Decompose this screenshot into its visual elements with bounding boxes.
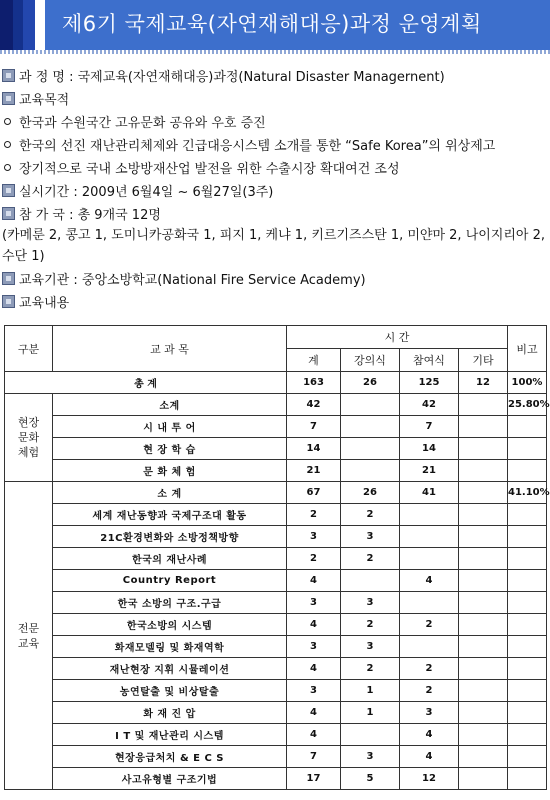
note-cell [508,570,547,592]
group-label: 현장 문화 체험 [5,394,53,482]
note-cell [508,416,547,438]
square-bullet-icon [2,69,15,82]
subject-cell: 한국의 재난사례 [53,548,287,570]
subject-cell: I T 및 재난관리 시스템 [53,724,287,746]
other-cell [459,680,508,702]
objective-item [0,110,550,133]
total-cell: 14 [287,438,341,460]
participation-cell [400,548,459,570]
other-cell [459,416,508,438]
subject-cell: 현장응급처치 & E C S [53,746,287,768]
objective-text: 한국과 수원국간 고유문화 공유와 우호 증진 [19,116,266,131]
other-cell [459,636,508,658]
objectives-label: 교육목적 [19,93,70,108]
note-cell [508,460,547,482]
subject-cell: 소계 [53,394,287,416]
objectives-heading [0,87,550,110]
course-info [0,64,550,313]
subject-cell: 화 재 진 압 [53,702,287,724]
total-cell: 4 [287,702,341,724]
lecture-cell [341,724,400,746]
lecture-cell [341,570,400,592]
circle-bullet-icon [4,164,11,171]
total-cell: 4 [287,658,341,680]
lecture-cell [341,394,400,416]
header-subject: 교 과 목 [53,326,287,372]
other-cell [459,746,508,768]
table-row [5,526,547,548]
banner-stripe [23,0,35,50]
lecture-cell: 2 [341,548,400,570]
table-row [5,658,547,680]
other-cell [459,438,508,460]
total-cell: 3 [287,592,341,614]
subject-cell: 소 계 [53,482,287,504]
note-cell [508,526,547,548]
lecture-cell: 2 [341,504,400,526]
note-cell: 25.80% [508,394,547,416]
other-cell [459,614,508,636]
header-note: 비고 [508,326,547,372]
note-cell [508,724,547,746]
participation-cell [400,504,459,526]
title-banner [0,0,550,50]
header-other: 기타 [459,349,508,372]
square-bullet-icon [2,92,15,105]
institution-line [0,267,550,290]
institution-label: 교육기관 : [19,273,78,288]
other-cell [459,394,508,416]
total-cell: 4 [287,614,341,636]
participation-cell: 4 [400,724,459,746]
other-cell [459,526,508,548]
subject-cell: 한국 소방의 구조.구급 [53,592,287,614]
participation-cell: 4 [400,746,459,768]
grand-total-note: 100% [508,372,547,394]
other-cell [459,724,508,746]
period-line [0,179,550,202]
countries-detail: (카메룬 2, 콩고 1, 도미니카공화국 1, 피지 1, 케냐 1, 키르기즈스탄 1, 미얀마 2, 나이지리아 2, 수단 1) [2,228,546,264]
lecture-cell: 26 [341,482,400,504]
header-time: 시 간 [287,326,508,349]
period-label: 실시기간 : [19,185,78,200]
table-row [5,570,547,592]
total-cell: 2 [287,548,341,570]
objective-text: 장기적으로 국내 소방방재산업 발전을 위한 수출시장 확대여건 조성 [19,162,400,177]
lecture-cell: 3 [341,526,400,548]
objective-text: 한국의 선진 재난관리체제와 긴급대응시스템 소개를 통한 “Safe Korea”의 위상제고 [19,139,496,154]
countries-line [0,202,550,225]
other-cell [459,570,508,592]
table-row [5,438,547,460]
circle-bullet-icon [4,141,11,148]
other-cell [459,592,508,614]
table-row [5,724,547,746]
grand-total-label: 총 계 [5,372,287,394]
table-row [5,416,547,438]
countries-label: 참 가 국 : [19,208,74,223]
table-row [5,504,547,526]
lecture-cell: 1 [341,702,400,724]
note-cell [508,746,547,768]
course-name-line [0,64,550,87]
header-total: 계 [287,349,341,372]
table-row [5,592,547,614]
other-cell [459,702,508,724]
lecture-cell [341,460,400,482]
note-cell [508,636,547,658]
square-bullet-icon [2,272,15,285]
content-label: 교육내용 [19,296,70,311]
header-lecture: 강의식 [341,349,400,372]
course-name-value: 국제교육(자연재해대응)과정(Natural Disaster Managernent) [77,70,445,85]
lecture-cell [341,438,400,460]
other-cell [459,504,508,526]
subject-cell: 시 내 투 어 [53,416,287,438]
objective-item [0,156,550,179]
participation-cell [400,636,459,658]
table-row [5,394,547,416]
subject-cell: Country Report [53,570,287,592]
page-title: 제6기 국제교육(자연재해대응)과정 운영계획 [62,12,482,36]
lecture-cell [341,416,400,438]
total-cell: 3 [287,526,341,548]
subject-cell: 사고유형별 구조기법 [53,768,287,790]
table-row [5,680,547,702]
table-row [5,548,547,570]
lecture-cell: 3 [341,746,400,768]
square-bullet-icon [2,295,15,308]
subject-cell: 세계 재난동향과 국제구조대 활동 [53,504,287,526]
participation-cell: 41 [400,482,459,504]
course-name-label: 과 정 명 : [19,70,74,85]
other-cell [459,482,508,504]
total-cell: 3 [287,680,341,702]
participation-cell: 3 [400,702,459,724]
lecture-cell: 5 [341,768,400,790]
total-cell: 21 [287,460,341,482]
participation-cell: 2 [400,614,459,636]
banner-stripe [0,0,13,50]
total-cell: 17 [287,768,341,790]
header-category: 구분 [5,326,53,372]
participation-cell: 2 [400,658,459,680]
participation-cell: 7 [400,416,459,438]
lecture-cell: 2 [341,658,400,680]
grand-total-participation: 125 [400,372,459,394]
institution-value: 중앙소방학교(National Fire Service Academy) [81,273,366,288]
countries-value: 총 9개국 12명 [77,208,161,223]
note-cell [508,504,547,526]
dotted-divider [0,50,550,54]
banner-stripe [13,0,23,50]
lecture-cell: 2 [341,614,400,636]
total-cell: 42 [287,394,341,416]
square-bullet-icon [2,207,15,220]
period-value: 2009년 6월4일 ~ 6월27일(3주) [81,185,274,200]
total-cell: 4 [287,724,341,746]
participation-cell: 4 [400,570,459,592]
note-cell [508,592,547,614]
subject-cell: 화재모델링 및 화재역학 [53,636,287,658]
total-cell: 2 [287,504,341,526]
note-cell [508,658,547,680]
total-cell: 3 [287,636,341,658]
banner-stripe [45,0,53,50]
subject-cell: 재난현장 지휘 시뮬레이션 [53,658,287,680]
grand-total-total: 163 [287,372,341,394]
square-bullet-icon [2,184,15,197]
subject-cell: 21C환경변화와 소방정책방향 [53,526,287,548]
lecture-cell: 3 [341,592,400,614]
circle-bullet-icon [4,118,11,125]
subject-cell: 현 장 학 습 [53,438,287,460]
group-label: 전문 교육 [5,482,53,790]
note-cell [508,438,547,460]
participation-cell: 21 [400,460,459,482]
other-cell [459,460,508,482]
table-row [5,636,547,658]
lecture-cell: 3 [341,636,400,658]
participation-cell: 2 [400,680,459,702]
grand-total-other: 12 [459,372,508,394]
table-row [5,460,547,482]
note-cell [508,548,547,570]
participation-cell [400,592,459,614]
participation-cell: 42 [400,394,459,416]
header-participation: 참여식 [400,349,459,372]
table-row [5,702,547,724]
total-cell: 4 [287,570,341,592]
participation-cell [400,526,459,548]
subject-cell: 한국소방의 시스템 [53,614,287,636]
other-cell [459,548,508,570]
note-cell [508,768,547,790]
total-cell: 7 [287,416,341,438]
other-cell [459,768,508,790]
note-cell [508,680,547,702]
table-row [5,746,547,768]
table-row [5,614,547,636]
subject-cell: 농연탈출 및 비상탈출 [53,680,287,702]
table-row [5,768,547,790]
objective-item [0,133,550,156]
banner-stripe [35,0,45,50]
subject-cell: 문 화 체 험 [53,460,287,482]
participation-cell: 14 [400,438,459,460]
content-heading [0,290,550,313]
grand-total-lecture: 26 [341,372,400,394]
note-cell [508,702,547,724]
table-row [5,482,547,504]
lecture-cell: 1 [341,680,400,702]
total-cell: 67 [287,482,341,504]
curriculum-table [4,325,550,790]
participation-cell: 12 [400,768,459,790]
note-cell [508,614,547,636]
grand-total-row [5,372,547,394]
total-cell: 7 [287,746,341,768]
other-cell [459,658,508,680]
note-cell: 41.10% [508,482,547,504]
